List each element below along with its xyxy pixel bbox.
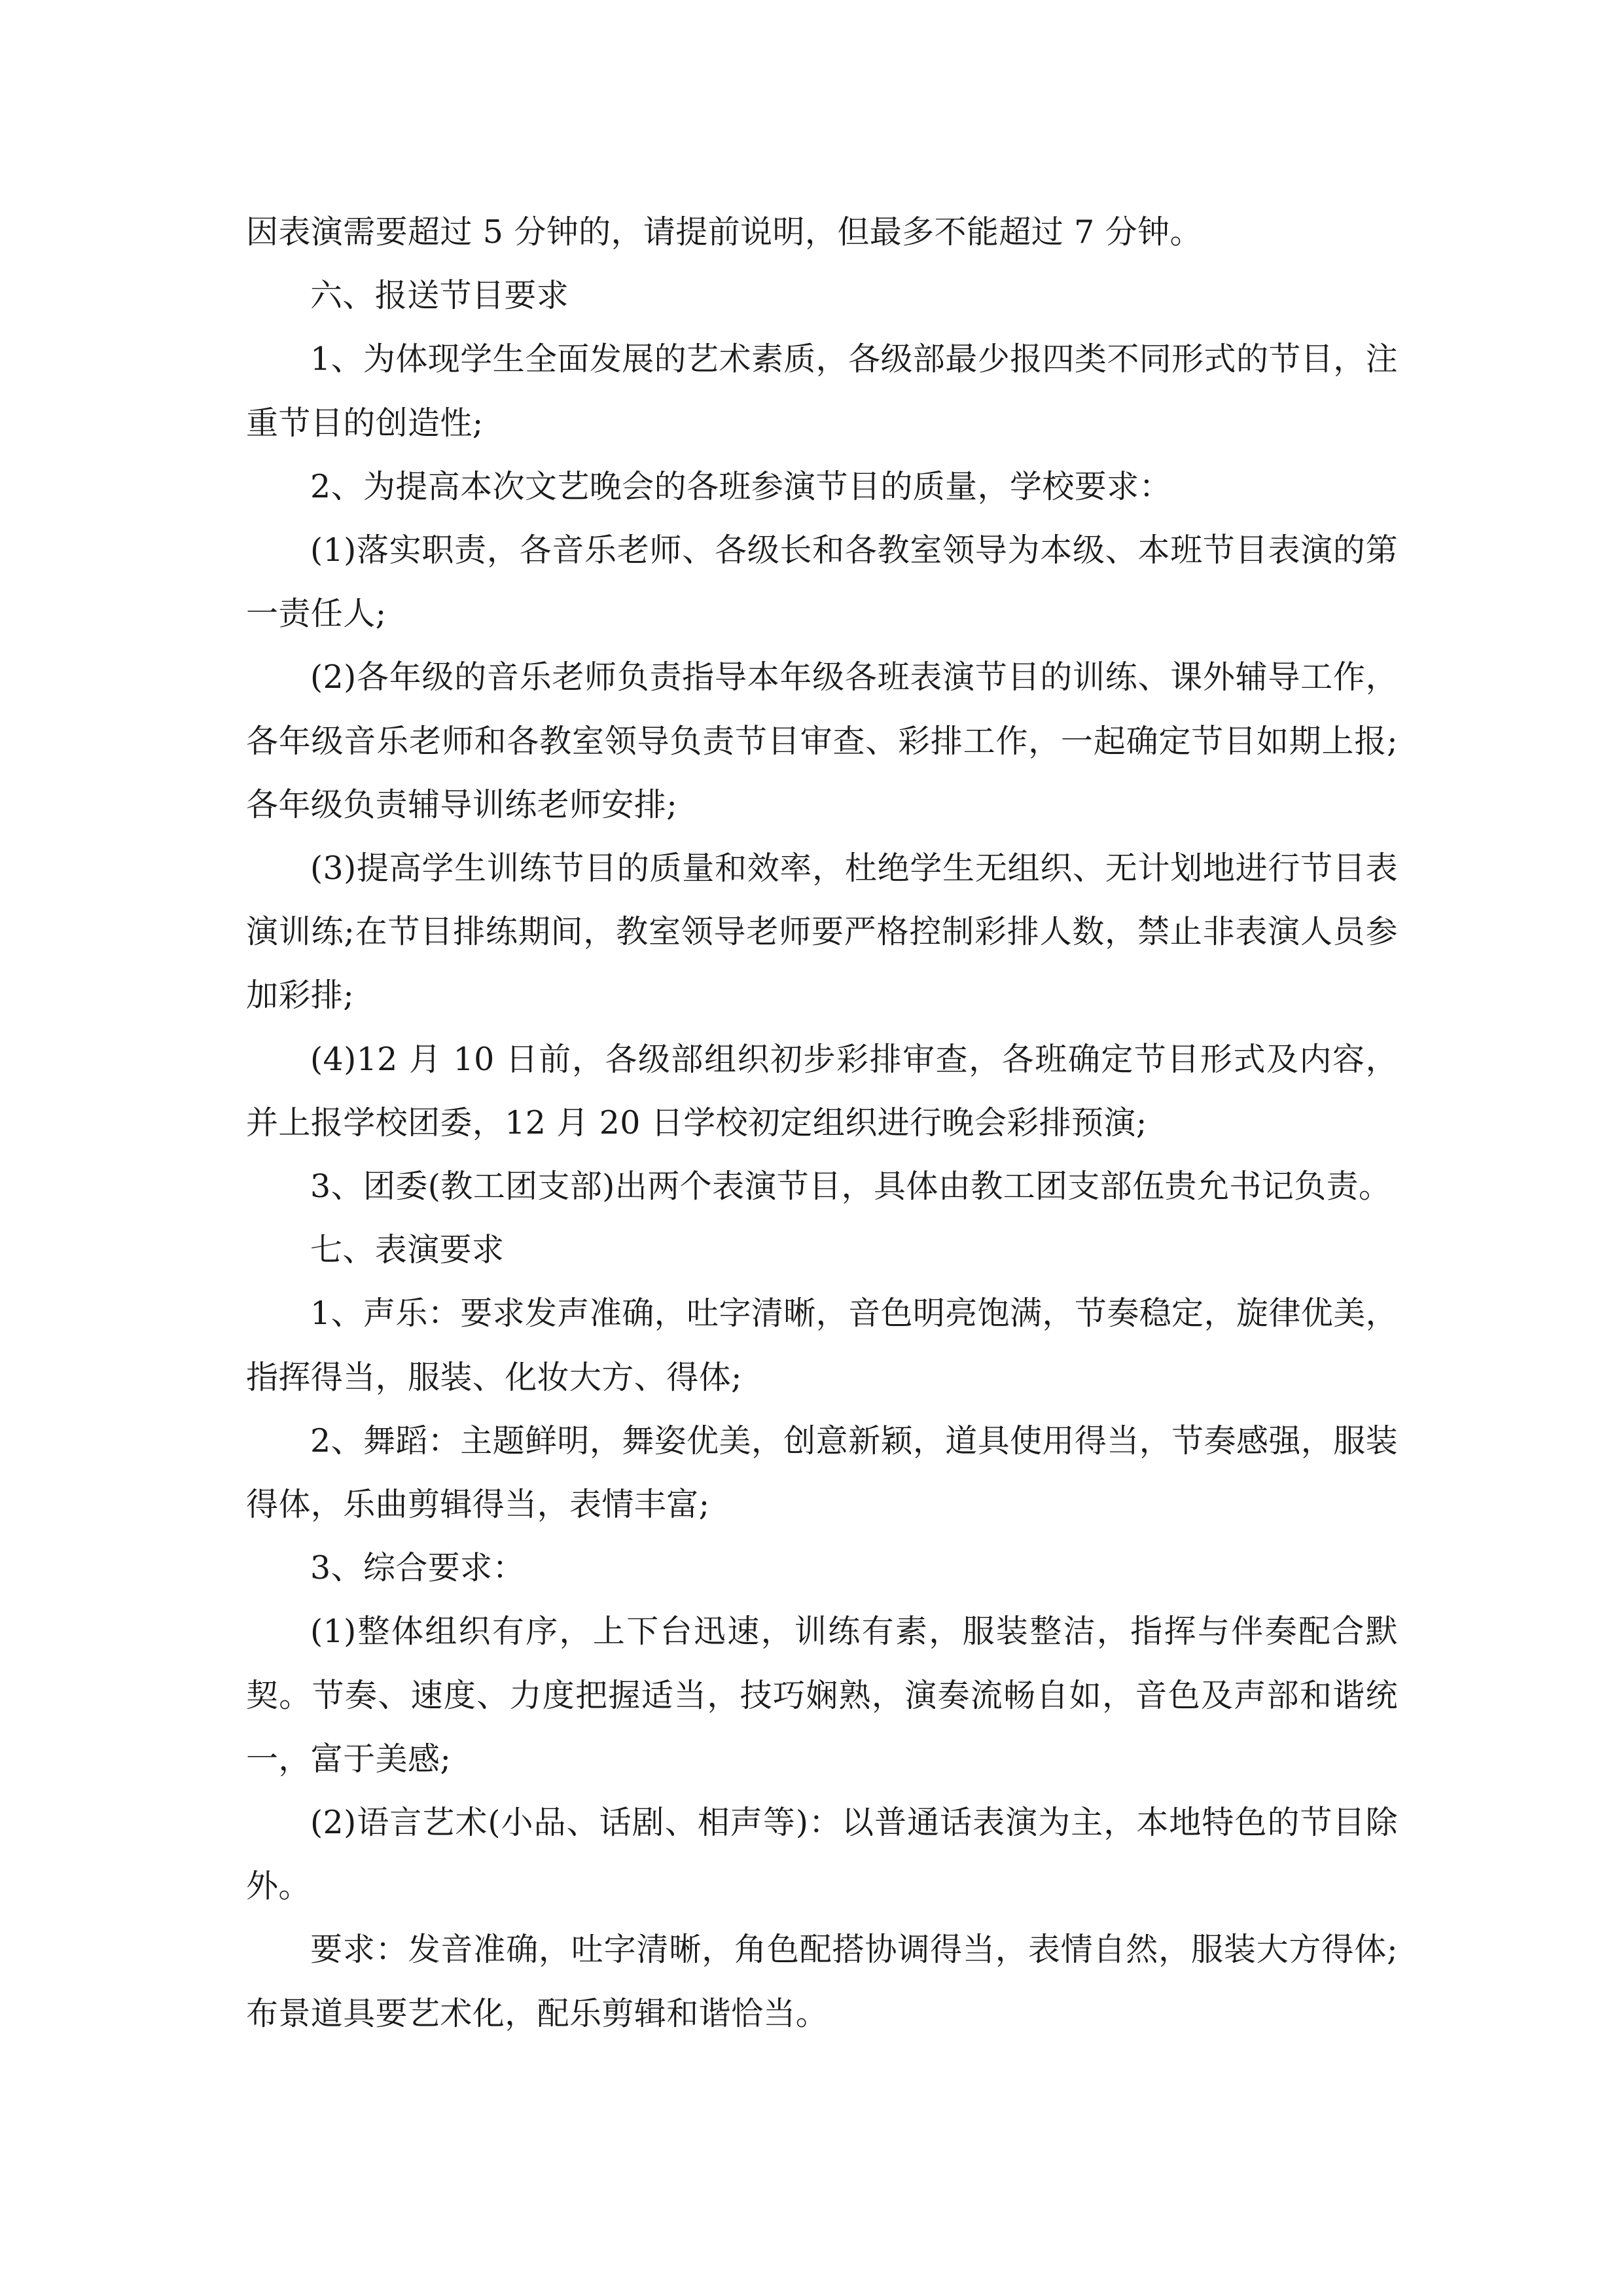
paragraph-16: 要求：发音准确，吐字清晰，角色配搭协调得当，表情自然，服装大方得体;布景道具要艺术化，配乐剪辑和谐恰当。 [246,1931,1398,2032]
paragraph-15: (2)语言艺术(小品、话剧、相声等)：以普通话表演为主，本地特色的节目除外。 [246,1804,1398,1905]
paragraph-3: 1、为体现学生全面发展的艺术素质，各级部最少报四类不同形式的节目，注重节目的创造性; [246,340,1398,442]
document-body [246,200,1398,2045]
paragraph-1: 因表演需要超过 5 分钟的，请提前说明，但最多不能超过 7 分钟。 [246,213,1202,251]
paragraph-6: (2)各年级的音乐老师负责指导本年级各班表演节目的训练、课外辅导工作，各年级音乐老师和各教室领导负责节目审查、彩排工作，一起确定节目如期上报;各年级负责辅导训练老师安排; [246,658,1398,823]
paragraph-2: 六、报送节目要求 [310,277,569,315]
paragraph-8: (4)12 月 10 日前，各级部组织初步彩排审查，各班确定节目形式及内容，并上报学校团委，12 月 20 日学校初定组织进行晚会彩排预演; [246,1040,1398,1141]
paragraph-13: 3、综合要求： [310,1549,525,1587]
paragraph-5: (1)落实职责，各音乐老师、各级长和各教室领导为本级、本班节目表演的第一责任人; [246,531,1398,633]
paragraph-14: (1)整体组织有序，上下台迅速，训练有素，服装整洁，指挥与伴奏配合默契。节奏、速度、力度把握适当，技巧娴熟，演奏流畅自如，音色及声部和谐统一，富于美感; [246,1613,1398,1778]
paragraph-10: 七、表演要求 [310,1231,505,1269]
paragraph-4: 2、为提高本次文艺晚会的各班参演节目的质量，学校要求： [310,467,1171,505]
paragraph-11: 1、声乐：要求发声准确，吐字清晰，音色明亮饱满，节奏稳定，旋律优美，指挥得当，服装、化妆大方、得体; [246,1295,1398,1396]
paragraph-7: (3)提高学生训练节目的质量和效率，杜绝学生无组织、无计划地进行节目表演训练;在节目排练期间，教室领导老师要严格控制彩排人数，禁止非表演人员参加彩排; [246,850,1398,1014]
paragraph-12: 2、舞蹈：主题鲜明，舞姿优美，创意新颖，道具使用得当，节奏感强，服装得体，乐曲剪辑得当，表情丰富; [246,1422,1398,1524]
paragraph-9: 3、团委(教工团支部)出两个表演节目，具体由教工团支部伍贵允书记负责。 [310,1168,1391,1206]
